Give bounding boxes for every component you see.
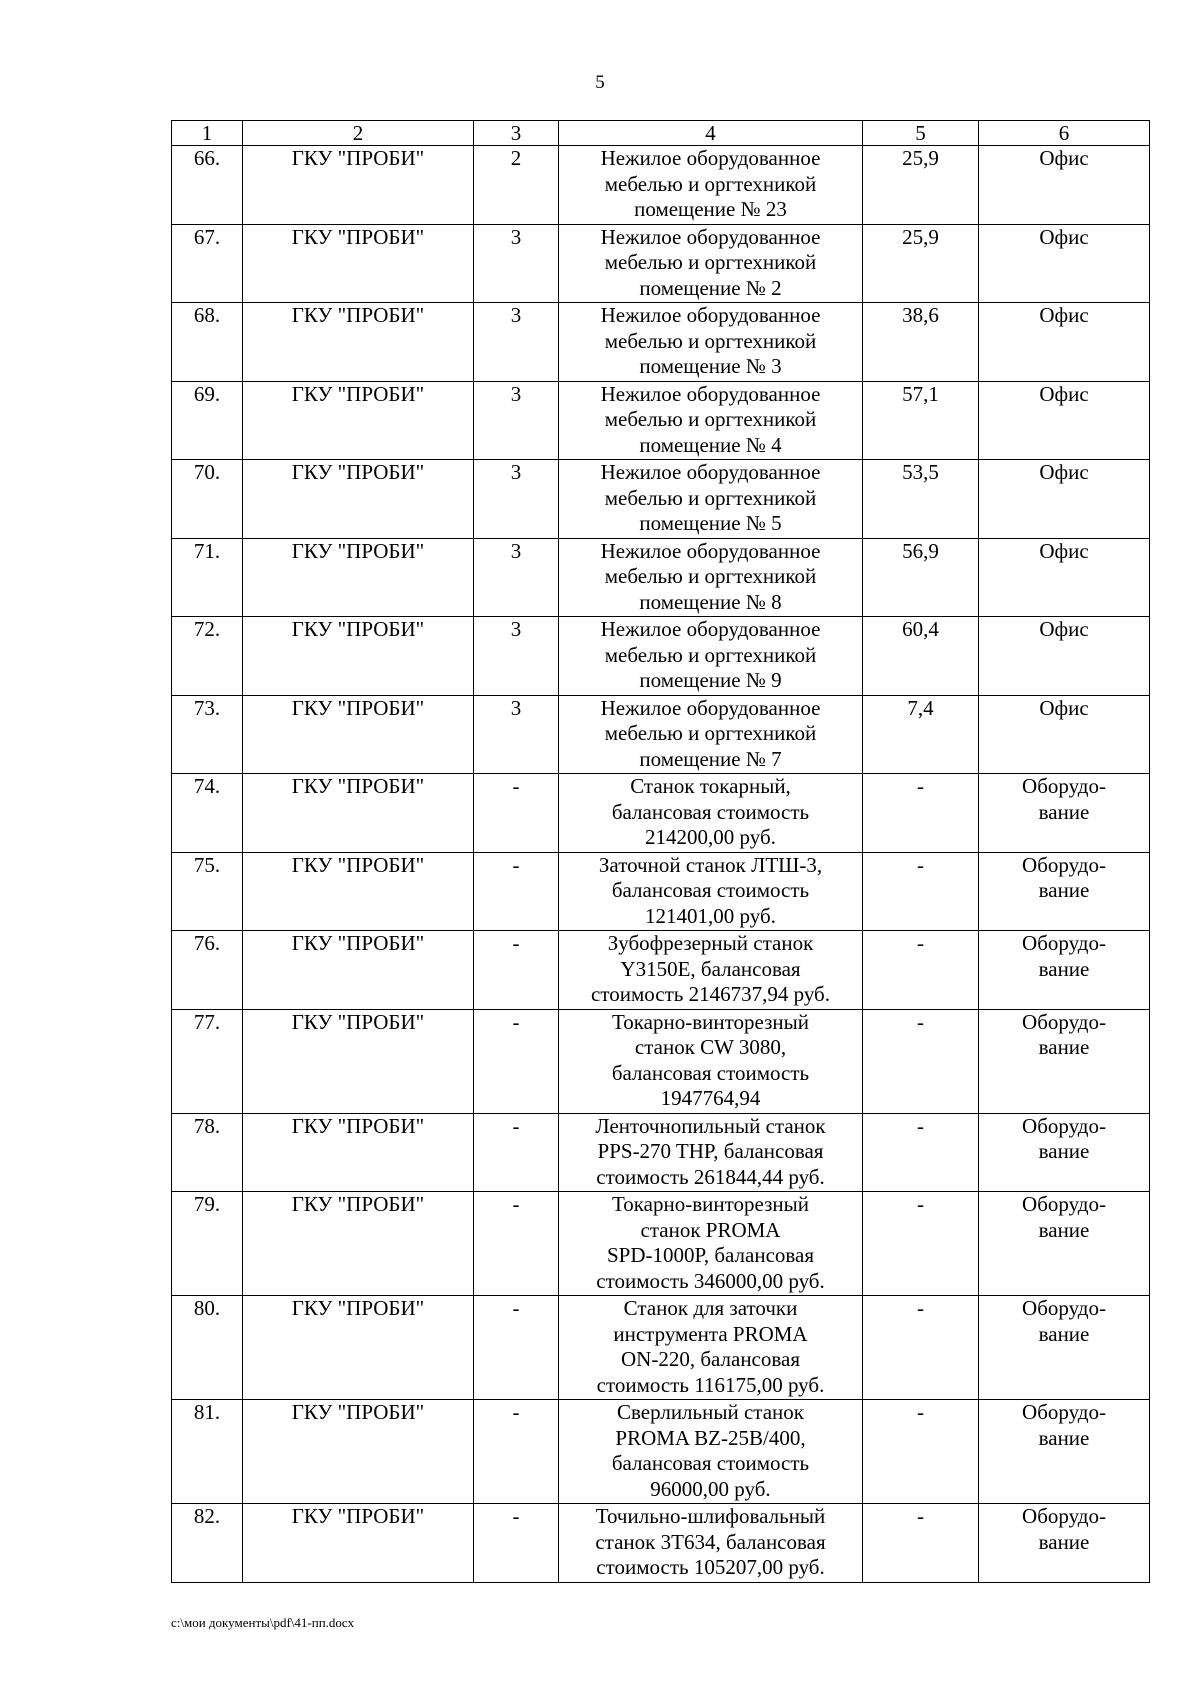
row-number: 69.: [172, 381, 243, 460]
description-line: мебелью и оргтехникой: [604, 250, 817, 274]
purpose-line: Оборудо-: [1022, 1113, 1106, 1138]
row-description: [559, 695, 863, 774]
description-line: SPD-1000P, балансовая: [606, 1243, 815, 1267]
row-area: -: [863, 1296, 979, 1400]
row-floor: -: [474, 774, 559, 853]
table-row: [172, 695, 1150, 774]
row-organization: ГКУ "ПРОБИ": [243, 617, 474, 696]
description-line: Нежилое оборудованное: [600, 617, 821, 641]
row-description: [559, 1009, 863, 1113]
table-row: [172, 1113, 1150, 1192]
table-row: [172, 931, 1150, 1010]
purpose-line: Оборудо-: [1022, 1296, 1106, 1320]
row-purpose: [979, 1113, 1150, 1192]
row-purpose: [979, 695, 1150, 774]
row-organization: ГКУ "ПРОБИ": [243, 224, 474, 303]
row-organization: ГКУ "ПРОБИ": [243, 146, 474, 225]
row-purpose: [979, 303, 1150, 382]
row-organization: ГКУ "ПРОБИ": [243, 695, 474, 774]
purpose-line: Оборудо-: [1022, 931, 1106, 955]
description-line: Токарно-винторезный: [612, 1009, 809, 1034]
row-area: -: [863, 931, 979, 1010]
row-organization: ГКУ "ПРОБИ": [243, 1113, 474, 1192]
description-line: мебелью и оргтехникой: [604, 485, 817, 510]
table-row: [172, 774, 1150, 853]
description-line: мебелью и оргтехникой: [604, 328, 817, 353]
table-row: [172, 1400, 1150, 1504]
header-col-3: 3: [474, 121, 559, 146]
table-row: [172, 1009, 1150, 1113]
row-floor: 3: [474, 460, 559, 539]
header-col-1: 1: [172, 121, 243, 146]
row-organization: ГКУ "ПРОБИ": [243, 1296, 474, 1400]
table-row: [172, 538, 1150, 617]
description-line: помещение № 8: [639, 589, 782, 614]
row-purpose: [979, 617, 1150, 696]
row-area: -: [863, 774, 979, 853]
row-organization: ГКУ "ПРОБИ": [243, 538, 474, 617]
row-number: 73.: [172, 695, 243, 774]
row-floor: -: [474, 1009, 559, 1113]
description-line: Ленточнопильный станок: [595, 1113, 826, 1138]
row-description: [559, 931, 863, 1010]
row-description: [559, 1400, 863, 1504]
purpose-line: Офис: [1039, 146, 1089, 170]
description-line: помещение № 23: [634, 197, 787, 221]
description-line: PPS-270 THP, балансовая: [597, 1139, 824, 1163]
row-area: 7,4: [863, 695, 979, 774]
table-row: [172, 224, 1150, 303]
row-number: 71.: [172, 538, 243, 617]
row-number: 79.: [172, 1192, 243, 1296]
description-line: балансовая стоимость: [611, 1451, 810, 1475]
description-line: Нежилое оборудованное: [600, 224, 821, 249]
row-number: 78.: [172, 1113, 243, 1192]
description-line: Станок токарный,: [630, 774, 791, 798]
row-floor: 3: [474, 617, 559, 696]
purpose-line: Оборудо-: [1022, 1192, 1106, 1216]
description-line: стоимость 261844,44 руб.: [596, 1164, 825, 1189]
purpose-line: вание: [1038, 878, 1090, 902]
row-organization: ГКУ "ПРОБИ": [243, 774, 474, 853]
footer-file-path: c:\мои документы\pdf\41-пп.docx: [171, 1615, 355, 1630]
description-line: стоимость 346000,00 руб.: [596, 1268, 825, 1293]
header-col-6: 6: [979, 121, 1150, 146]
description-line: балансовая стоимость: [611, 799, 810, 824]
purpose-line: вание: [1038, 799, 1090, 824]
row-number: 68.: [172, 303, 243, 382]
purpose-line: вание: [1038, 1139, 1090, 1163]
row-description: [559, 224, 863, 303]
row-description: [559, 1504, 863, 1583]
row-area: 25,9: [863, 224, 979, 303]
description-line: стоимость 105207,00 руб.: [596, 1555, 825, 1579]
purpose-line: Офис: [1039, 695, 1089, 720]
purpose-line: Офис: [1039, 381, 1089, 406]
description-line: мебелью и оргтехникой: [604, 564, 817, 588]
row-floor: -: [474, 1504, 559, 1583]
row-number: 77.: [172, 1009, 243, 1113]
row-number: 80.: [172, 1296, 243, 1400]
description-line: помещение № 3: [639, 354, 782, 378]
table-row: [172, 617, 1150, 696]
row-description: [559, 1113, 863, 1192]
description-line: станок 3Т634, балансовая: [595, 1529, 826, 1554]
table-row: [172, 1192, 1150, 1296]
description-line: станок PROMA: [640, 1217, 781, 1242]
table-body: [172, 146, 1150, 1583]
header-col-4: 4: [559, 121, 863, 146]
header-col-2: 2: [243, 121, 474, 146]
description-line: Нежилое оборудованное: [600, 695, 821, 720]
row-number: 76.: [172, 931, 243, 1010]
row-organization: ГКУ "ПРОБИ": [243, 1400, 474, 1504]
purpose-line: Оборудо-: [1022, 1400, 1106, 1424]
row-description: [559, 1296, 863, 1400]
row-organization: ГКУ "ПРОБИ": [243, 381, 474, 460]
row-purpose: [979, 1192, 1150, 1296]
row-description: [559, 774, 863, 853]
row-purpose: [979, 381, 1150, 460]
row-description: [559, 460, 863, 539]
row-area: -: [863, 1504, 979, 1583]
purpose-line: Оборудо-: [1022, 1009, 1106, 1034]
row-area: -: [863, 1009, 979, 1113]
row-number: 66.: [172, 146, 243, 225]
table-row: [172, 146, 1150, 225]
description-line: стоимость 116175,00 руб.: [596, 1372, 825, 1397]
row-purpose: [979, 852, 1150, 931]
row-floor: -: [474, 1192, 559, 1296]
description-line: инструмента PROMA: [613, 1321, 808, 1346]
description-line: помещение № 9: [639, 668, 782, 692]
purpose-line: Офис: [1039, 617, 1089, 641]
purpose-line: вание: [1038, 956, 1090, 981]
purpose-line: вание: [1038, 1425, 1090, 1450]
row-floor: -: [474, 931, 559, 1010]
description-line: балансовая стоимость: [611, 1060, 810, 1085]
table-row: [172, 852, 1150, 931]
row-number: 72.: [172, 617, 243, 696]
description-line: Нежилое оборудованное: [600, 146, 821, 170]
description-line: стоимость 2146737,94 руб.: [591, 982, 830, 1006]
table-row: [172, 460, 1150, 539]
row-area: 25,9: [863, 146, 979, 225]
header-col-5: 5: [863, 121, 979, 146]
row-description: [559, 146, 863, 225]
row-floor: 3: [474, 695, 559, 774]
row-organization: ГКУ "ПРОБИ": [243, 460, 474, 539]
description-line: Нежилое оборудованное: [600, 538, 821, 563]
row-area: -: [863, 1400, 979, 1504]
row-organization: ГКУ "ПРОБИ": [243, 1009, 474, 1113]
row-area: 60,4: [863, 617, 979, 696]
description-line: мебелью и оргтехникой: [604, 721, 817, 745]
purpose-line: вание: [1038, 1035, 1090, 1059]
row-floor: -: [474, 1113, 559, 1192]
row-purpose: [979, 931, 1150, 1010]
row-area: -: [863, 1113, 979, 1192]
description-line: помещение № 5: [639, 511, 782, 535]
row-floor: -: [474, 852, 559, 931]
row-number: 75.: [172, 852, 243, 931]
row-organization: ГКУ "ПРОБИ": [243, 303, 474, 382]
description-line: Y3150E, балансовая: [620, 956, 801, 981]
row-purpose: [979, 1296, 1150, 1400]
purpose-line: вание: [1038, 1217, 1090, 1242]
row-floor: 3: [474, 224, 559, 303]
page-number: 5: [595, 72, 605, 93]
description-line: 1947764,94: [660, 1086, 761, 1110]
row-description: [559, 538, 863, 617]
property-table: [171, 120, 1150, 1583]
row-purpose: [979, 538, 1150, 617]
purpose-line: вание: [1038, 1321, 1090, 1346]
description-line: 121401,00 руб.: [645, 903, 776, 928]
description-line: 214200,00 руб.: [645, 825, 776, 849]
description-line: Зубофрезерный станок: [607, 931, 814, 955]
row-floor: -: [474, 1400, 559, 1504]
row-purpose: [979, 460, 1150, 539]
row-floor: 3: [474, 303, 559, 382]
description-line: помещение № 4: [639, 432, 782, 457]
table-row: [172, 303, 1150, 382]
description-line: мебелью и оргтехникой: [604, 171, 817, 196]
description-line: Сверлильный станок: [617, 1400, 804, 1424]
purpose-line: вание: [1038, 1529, 1090, 1554]
description-line: ON-220, балансовая: [621, 1347, 800, 1371]
description-line: Нежилое оборудованное: [600, 303, 821, 327]
row-purpose: [979, 1400, 1150, 1504]
description-line: помещение № 2: [639, 275, 782, 300]
description-line: Токарно-винторезный: [612, 1192, 809, 1216]
row-description: [559, 1192, 863, 1296]
table-header: [172, 121, 1150, 146]
row-organization: ГКУ "ПРОБИ": [243, 931, 474, 1010]
row-floor: 3: [474, 538, 559, 617]
row-purpose: [979, 1009, 1150, 1113]
row-area: -: [863, 1192, 979, 1296]
row-number: 74.: [172, 774, 243, 853]
row-purpose: [979, 1504, 1150, 1583]
description-line: станок CW 3080,: [634, 1035, 787, 1059]
row-floor: 2: [474, 146, 559, 225]
purpose-line: Офис: [1039, 303, 1089, 327]
description-line: мебелью и оргтехникой: [604, 407, 817, 431]
description-line: Точильно-шлифовальный: [595, 1504, 826, 1528]
row-purpose: [979, 146, 1150, 225]
description-line: Заточной станок ЛТШ-3,: [598, 852, 823, 877]
purpose-line: Оборудо-: [1022, 852, 1106, 877]
row-area: 56,9: [863, 538, 979, 617]
row-floor: 3: [474, 381, 559, 460]
table-row: [172, 1504, 1150, 1583]
row-description: [559, 381, 863, 460]
description-line: PROMA BZ-25B/400,: [615, 1425, 806, 1450]
row-number: 70.: [172, 460, 243, 539]
table-row: [172, 381, 1150, 460]
purpose-line: Оборудо-: [1022, 1504, 1106, 1528]
row-purpose: [979, 224, 1150, 303]
row-number: 82.: [172, 1504, 243, 1583]
table-row: [172, 1296, 1150, 1400]
row-organization: ГКУ "ПРОБИ": [243, 1192, 474, 1296]
description-line: мебелью и оргтехникой: [604, 642, 817, 667]
description-line: 96000,00 руб.: [650, 1476, 771, 1501]
row-area: 38,6: [863, 303, 979, 382]
row-description: [559, 617, 863, 696]
row-number: 67.: [172, 224, 243, 303]
row-purpose: [979, 774, 1150, 853]
description-line: Нежилое оборудованное: [600, 460, 821, 484]
purpose-line: Офис: [1039, 460, 1089, 484]
description-line: Нежилое оборудованное: [600, 381, 821, 406]
row-organization: ГКУ "ПРОБИ": [243, 852, 474, 931]
row-organization: ГКУ "ПРОБИ": [243, 1504, 474, 1583]
purpose-line: Офис: [1039, 224, 1089, 249]
row-number: 81.: [172, 1400, 243, 1504]
header-row: [172, 121, 1150, 146]
row-area: 57,1: [863, 381, 979, 460]
row-area: 53,5: [863, 460, 979, 539]
row-area: -: [863, 852, 979, 931]
purpose-line: Оборудо-: [1022, 774, 1106, 798]
row-description: [559, 852, 863, 931]
description-line: помещение № 7: [639, 746, 782, 771]
purpose-line: Офис: [1039, 538, 1089, 563]
row-description: [559, 303, 863, 382]
row-floor: -: [474, 1296, 559, 1400]
description-line: Станок для заточки: [623, 1296, 798, 1320]
description-line: балансовая стоимость: [611, 878, 810, 902]
